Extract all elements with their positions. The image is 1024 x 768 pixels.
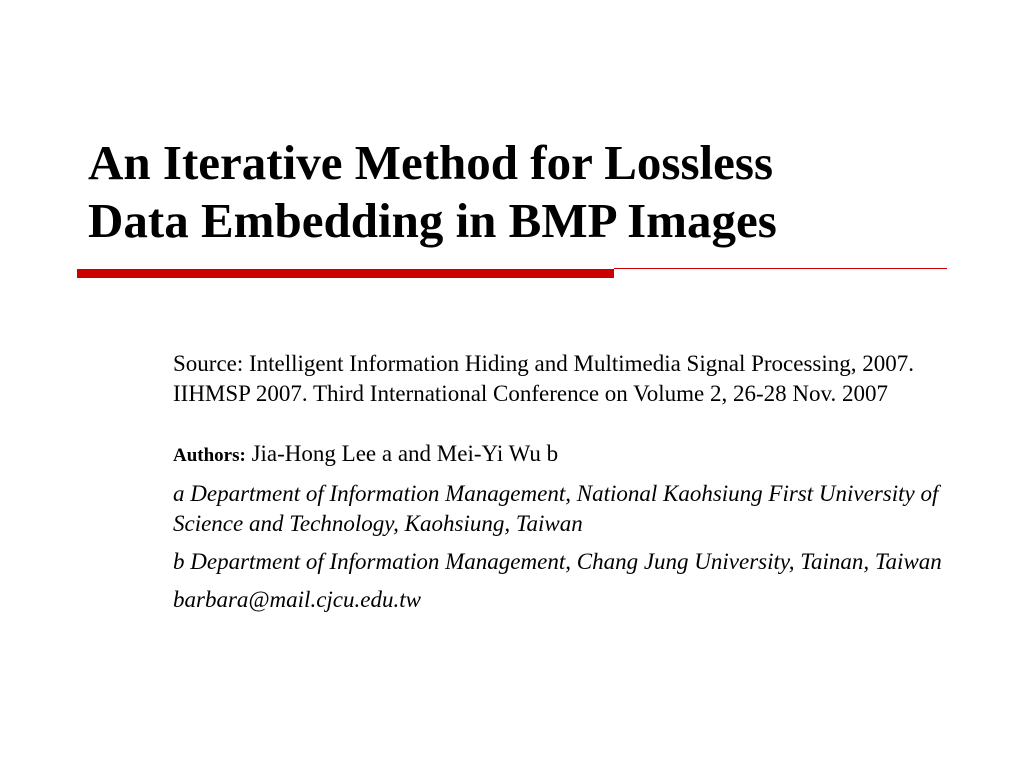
authors-label: Authors:: [173, 445, 246, 466]
affiliation-a: a Department of Information Management, National Kaohsiung First University of Science and Technology, Kaohsiung, Taiwan: [173, 481, 939, 536]
slide-title-line-2: Data Embedding in BMP Images: [88, 193, 777, 248]
contact-email: barbara@mail.cjcu.edu.tw: [173, 587, 421, 612]
title-underline-thick: [77, 269, 614, 278]
authors-line: [173, 439, 963, 471]
source-citation: Source: Intelligent Information Hiding and Multimedia Signal Processing, 2007. IIHMSP 2007. Third International Conference on Volume 2, 26-28 Nov. 2007: [173, 351, 914, 406]
affiliation-b: b Department of Information Management, Chang Jung University, Tainan, Taiwan: [173, 549, 942, 574]
slide-body: [173, 349, 963, 615]
authors-names: Jia-Hong Lee a and Mei-Yi Wu b: [251, 441, 559, 466]
slide-title: [88, 134, 968, 250]
title-underline-thin: [614, 268, 947, 269]
slide-title-line-1: An Iterative Method for Lossless: [88, 135, 774, 190]
